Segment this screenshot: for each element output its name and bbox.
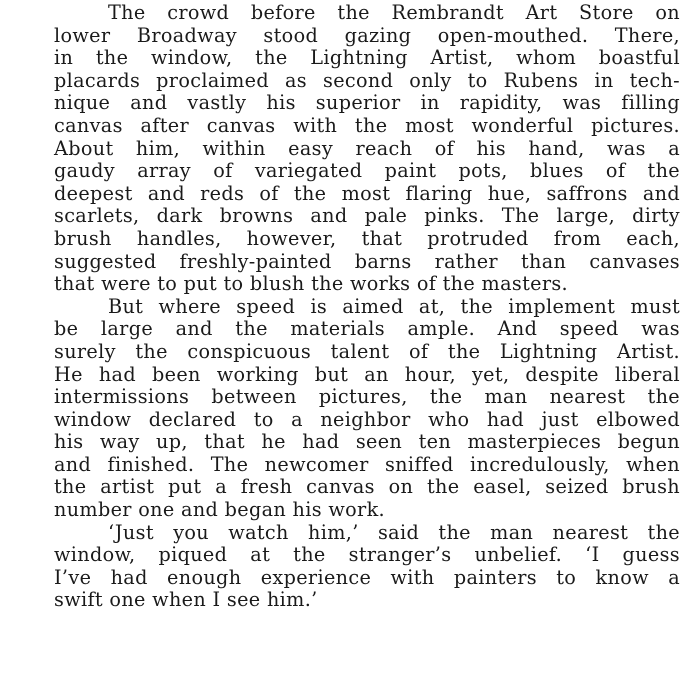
text-line: suggested freshly-painted barns rather than canvases [54, 249, 680, 273]
text-line: canvas after canvas with the most wonderful pictures. [54, 113, 680, 137]
text-line: surely the conspicuous talent of the Lightning Artist. [54, 339, 680, 363]
text-line: placards proclaimed as second only to Rubens in tech- [54, 68, 680, 92]
text-line: nique and vastly his superior in rapidity, was filling [54, 91, 680, 115]
text-line: window declared to a neighbor who had just elbowed [54, 407, 680, 431]
paragraph [4, 2, 680, 296]
text-line: I’ve had enough experience with painters to know a [54, 565, 680, 589]
text-line: deepest and reds of the most flaring hue, saffrons and [54, 181, 680, 205]
document-page [4, 2, 680, 612]
text-line: in the window, the Lightning Artist, whom boastful [54, 46, 680, 70]
text-line: and finished. The newcomer sniffed incredulously, when [54, 452, 680, 476]
text-line: lower Broadway stood gazing open-mouthed. There, [54, 23, 680, 47]
text-line: The crowd before the Rembrandt Art Store on [108, 1, 680, 24]
text-line: scarlets, dark browns and pale pinks. The large, dirty [54, 204, 680, 228]
paragraph [4, 522, 680, 612]
text-line: gaudy array of variegated paint pots, blues of the [54, 159, 680, 183]
text-line: brush handles, however, that protruded from each, [54, 226, 680, 250]
text-line: number one and began his work. [54, 498, 385, 522]
text-line: About him, within easy reach of his hand, was a [54, 136, 680, 160]
text-line: that were to put to blush the works of the masters. [54, 272, 569, 296]
text-line: his way up, that he had seen ten masterpieces begun [54, 430, 680, 454]
paragraph [4, 296, 680, 522]
text-line: He had been working but an hour, yet, despite liberal [54, 362, 680, 386]
text-line: be large and the materials ample. And speed was [54, 317, 680, 341]
text-line: swift one when I see him.’ [54, 588, 318, 612]
text-line: ‘Just you watch him,’ said the man nearest the [108, 520, 680, 544]
text-line: the artist put a fresh canvas on the easel, seized brush [54, 475, 680, 499]
text-line: window, piqued at the stranger’s unbelief. ‘I guess [54, 543, 680, 567]
text-line: intermissions between pictures, the man nearest the [54, 385, 680, 409]
text-line: But where speed is aimed at, the implement must [108, 294, 680, 318]
